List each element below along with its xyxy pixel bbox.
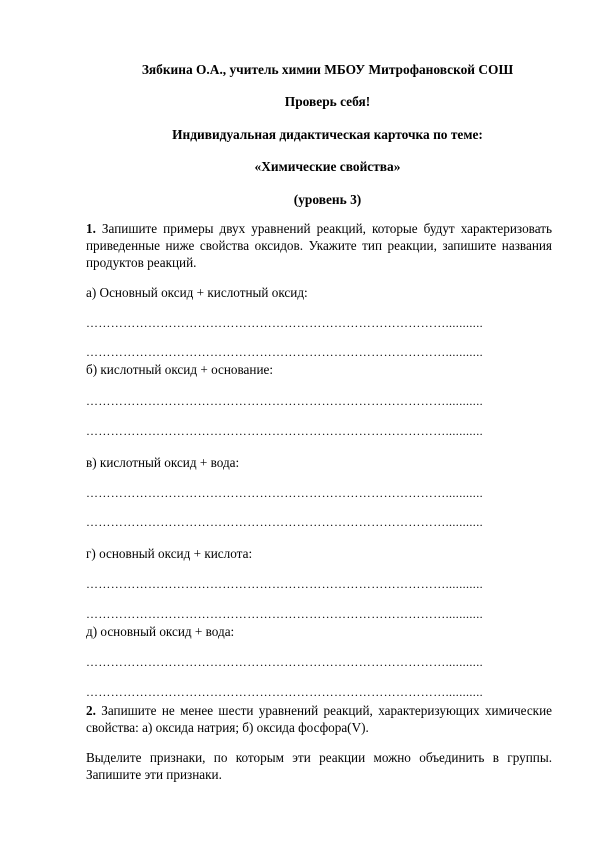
item-c-label: в) кислотный оксид + вода: <box>86 455 240 470</box>
task-1-instructions <box>86 220 552 271</box>
answer-line-e1: ……………………………………………………………………………........... <box>86 656 483 668</box>
answer-line-a2: ……………………………………………………………………………........... <box>86 346 483 358</box>
answer-line-b2: ……………………………………………………………………………........... <box>86 425 483 437</box>
item-b-label: б) кислотный оксид + основание: <box>86 362 274 377</box>
answer-line-e2: ……………………………………………………………………………........... <box>86 686 483 698</box>
answer-line-a1: ……………………………………………………………………………........... <box>86 317 483 329</box>
answer-line-c1: ……………………………………………………………………………........... <box>86 487 483 499</box>
answer-line-c2: ……………………………………………………………………………........... <box>86 516 483 528</box>
card-title: Индивидуальная дидактическая карточка по теме: <box>172 127 483 142</box>
topic-title: «Химические свойства» <box>254 159 401 174</box>
item-e-label: д) основный оксид + вода: <box>86 624 235 639</box>
item-d-label: г) основный оксид + кислота: <box>86 546 253 561</box>
answer-line-b1: ……………………………………………………………………………........... <box>86 395 483 407</box>
item-a-label: а) Основный оксид + кислотный оксид: <box>86 285 308 300</box>
task-1-number: 1. <box>86 221 96 236</box>
level-title: (уровень 3) <box>293 192 362 207</box>
task-2-followup: Выделите признаки, по которым эти реакции можно объединить в группы. Запишите эти признаки. <box>86 750 552 782</box>
task-2-instructions <box>86 702 552 736</box>
task-1-text: Запишите примеры двух уравнений реакций, которые будут характеризовать приведенные ниже свойства оксидов. Укажите тип реакции, запишите названия продуктов реакций. <box>86 221 552 270</box>
task-2-text: Запишите не менее шести уравнений реакций, характеризующих химические свойства: а) оксида натрия; б) оксида фосфора(V). <box>86 703 552 735</box>
check-yourself-title: Проверь себя! <box>284 94 371 109</box>
author-line: Зябкина О.А., учитель химии МБОУ Митрофановской СОШ <box>141 62 514 77</box>
answer-line-d1: ……………………………………………………………………………........... <box>86 578 483 590</box>
task-2-number: 2. <box>86 703 96 718</box>
answer-line-d2: ……………………………………………………………………………........... <box>86 608 483 620</box>
